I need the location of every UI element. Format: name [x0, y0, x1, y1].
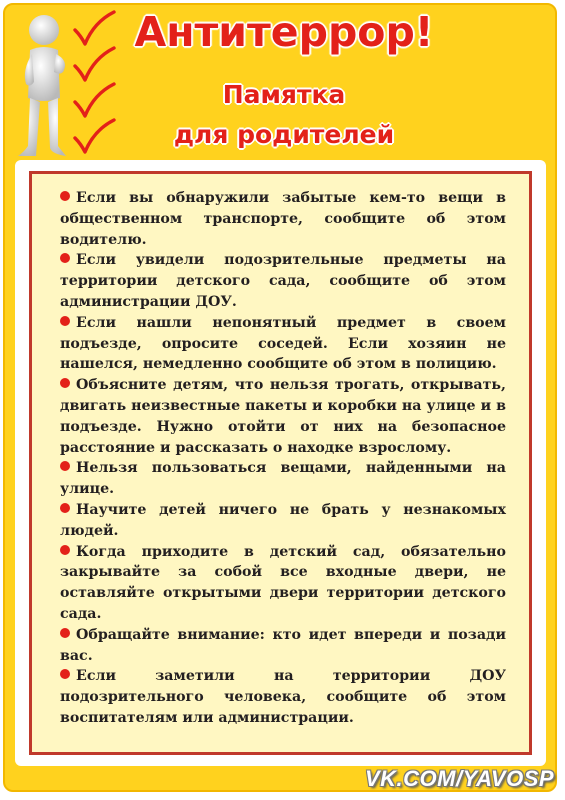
red-bullet-icon	[60, 628, 70, 638]
list-item-text: Когда приходите в детский сад, обязательно закрывайте за собой все входные двери, не оставляйте открытыми двери территории детского сада.	[60, 543, 506, 622]
page-title: Антитеррор!	[134, 8, 434, 56]
checkmarks-icon	[72, 8, 118, 158]
list-item-text: Объясните детям, что нельзя трогать, открывать, двигать неизвестные пакеты и коробки на улице и в подъезде. Нужно отойти от них на безопасное расстояние и рассказать о находке взрослому.	[60, 377, 506, 456]
red-bullet-icon	[60, 461, 70, 471]
list-item	[60, 666, 506, 728]
list-item	[60, 375, 506, 458]
list-item	[60, 250, 506, 312]
red-bullet-icon	[60, 316, 70, 326]
subtitle-memo: Памятка	[222, 80, 346, 109]
list-item-text: Если нашли непонятный предмет в своем подъезде, опросите соседей. Если хозяин не нашелся, немедленно сообщите об этом в полицию.	[60, 314, 506, 373]
red-bullet-icon	[60, 191, 70, 201]
subtitle-for-parents: для родителей	[173, 120, 395, 149]
list-item-text: Если вы обнаружили забытые кем-то вещи в общественном транспорте, сообщите об этом водителю.	[60, 190, 506, 248]
list-item	[60, 313, 506, 375]
list-item	[60, 188, 506, 250]
watermark: VK.COM/YAVOSP	[365, 766, 555, 791]
red-bullet-icon	[60, 378, 70, 388]
list-item	[60, 542, 506, 625]
instructions-list	[60, 188, 506, 729]
list-item-text: Нельзя пользоваться вещами, найденными на улице.	[60, 460, 506, 498]
list-item-text: Научите детей ничего не брать у незнакомых людей.	[60, 501, 506, 539]
red-bullet-icon	[60, 545, 70, 555]
red-bullet-icon	[60, 669, 70, 679]
list-item-text: Обращайте внимание: кто идет впереди и позади вас.	[60, 626, 506, 664]
list-item	[60, 625, 506, 667]
list-item-text: Если заметили на территории ДОУ подозрительного человека, сообщите об этом воспитателям или администрации.	[60, 668, 506, 726]
thinking-person-icon	[18, 10, 70, 158]
red-bullet-icon	[60, 253, 70, 263]
list-item	[60, 458, 506, 500]
list-item	[60, 500, 506, 542]
list-item-text: Если увидели подозрительные предметы на территории детского сада, сообщите об этом администрации ДОУ.	[60, 252, 506, 310]
red-bullet-icon	[60, 503, 70, 513]
